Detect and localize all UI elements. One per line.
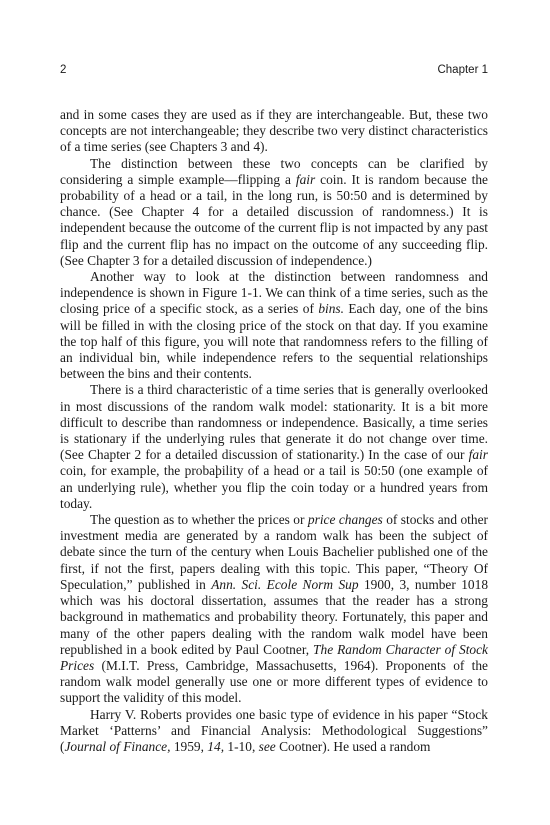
paragraph-6-text-b: 1959, bbox=[170, 738, 208, 754]
page-number: 2 bbox=[60, 64, 67, 76]
paragraph-5-text-d: (M.I.T. Press, Cambridge, Massachusetts, 1964). Proponents of the random walk model generally use one or more different types of evidence to support the validity of this model. bbox=[60, 657, 488, 706]
paragraph-5-italic-book-title: The Random Character of Stock Prices bbox=[60, 641, 489, 673]
paragraph-5 bbox=[60, 512, 488, 706]
paragraph-6-text-a: Harry V. Roberts provides one basic type of evidence in his paper “Stock Market ‘Patterns’ and Financial Analysis: Methodological Suggestions” ( bbox=[60, 706, 488, 754]
paragraph-4-text-b: coin, for example, the probaþility of a head or a tail is 50:50 (one example of an underlying rule), whether you flip the coin today or a hundred years from today. bbox=[60, 463, 488, 511]
paragraph-3-italic-bins: bins. bbox=[318, 301, 344, 317]
paragraph-2 bbox=[60, 156, 488, 269]
paragraph-1-text: and in some cases they are used as if they are interchangeable. But, these two concepts are not interchangeable; they describe two very distinct characteristics of a time series (see Chapters 3 and 4). bbox=[60, 107, 488, 155]
paragraph-2-text-a: The distinction between these two concepts can be clarified by considering a simple example—flipping a bbox=[60, 155, 488, 187]
paragraph-6-italic-journal: Journal of Finance, bbox=[64, 738, 171, 754]
paragraph-6 bbox=[60, 707, 488, 756]
paragraph-5-italic-price-changes: price changes bbox=[307, 512, 383, 528]
paragraph-5-text-c: 1900, 3, number 1018 which was his doctoral dissertation, assumes that the reader has a strong background in mathematics and probability theory. Fortunately, this paper and many of the other papers dealing with the random walk model have been republished in a book edited by Paul Cootner, bbox=[60, 576, 489, 657]
paragraph-6-italic-volume: 14, bbox=[207, 738, 225, 754]
paragraph-1 bbox=[60, 107, 488, 156]
paragraph-4-text-a: There is a third characteristic of a time series that is generally overlooked in most discussions of the random walk model: stationarity. It is a bit more difficult to describe than randomness or independence. Basically, a time series is stationary if the underlying rules that generate it do not change over time. (See Chapter 2 for a detailed discussion of stationarity.) In the case of our bbox=[60, 382, 488, 463]
paragraph-3 bbox=[60, 269, 488, 382]
paragraph-6-italic-see: see bbox=[258, 738, 276, 754]
paragraph-2-text-b: coin. It is random because the probability of a head or a tail, in the long run, is 50:50 and is determined by chance. (See Chapter 4 for a detailed discussion of randomness.) It is independent because the outcome of the current flip is not impacted by any past flip and the current flip has no impact on the outcome of any succeeding flip. (See Chapter 3 for a detailed discussion of independence.) bbox=[60, 171, 488, 268]
paragraph-3-text-a: Another way to look at the distinction between randomness and independence is shown in Figure 1-1. We can think of a time series, such as the closing price of a specific stock, as a series of bbox=[60, 269, 488, 317]
chapter-label: Chapter 1 bbox=[437, 64, 488, 76]
paragraph-5-italic-journal: Ann. Sci. Ecole Norm Sup bbox=[211, 576, 359, 592]
paragraph-4-italic-fair: fair bbox=[468, 447, 488, 463]
body-text bbox=[60, 107, 488, 755]
paragraph-2-italic-fair: fair bbox=[295, 171, 316, 187]
paragraph-5-text-a: The question as to whether the prices or bbox=[90, 512, 308, 528]
paragraph-6-text-d: Cootner). He used a random bbox=[275, 738, 431, 754]
paragraph-4 bbox=[60, 382, 488, 512]
paragraph-3-text-b: Each day, one of the bins will be filled in with the closing price of the stock on that day. If you examine the top half of this figure, you will note that randomness refers to the filling of an individual bin, while independence refers to the sequential relationships between the bins and their contents. bbox=[60, 301, 488, 382]
paragraph-6-text-c: 1-10, bbox=[224, 738, 259, 754]
paragraph-5-text-b: of stocks and other investment media are generated by a random walk has been the subject of debate since the turn of the century when Louis Bachelier published one of the first, if not the first, papers dealing with this topic. This paper, “Theory Of Speculation,” published in bbox=[60, 512, 488, 592]
